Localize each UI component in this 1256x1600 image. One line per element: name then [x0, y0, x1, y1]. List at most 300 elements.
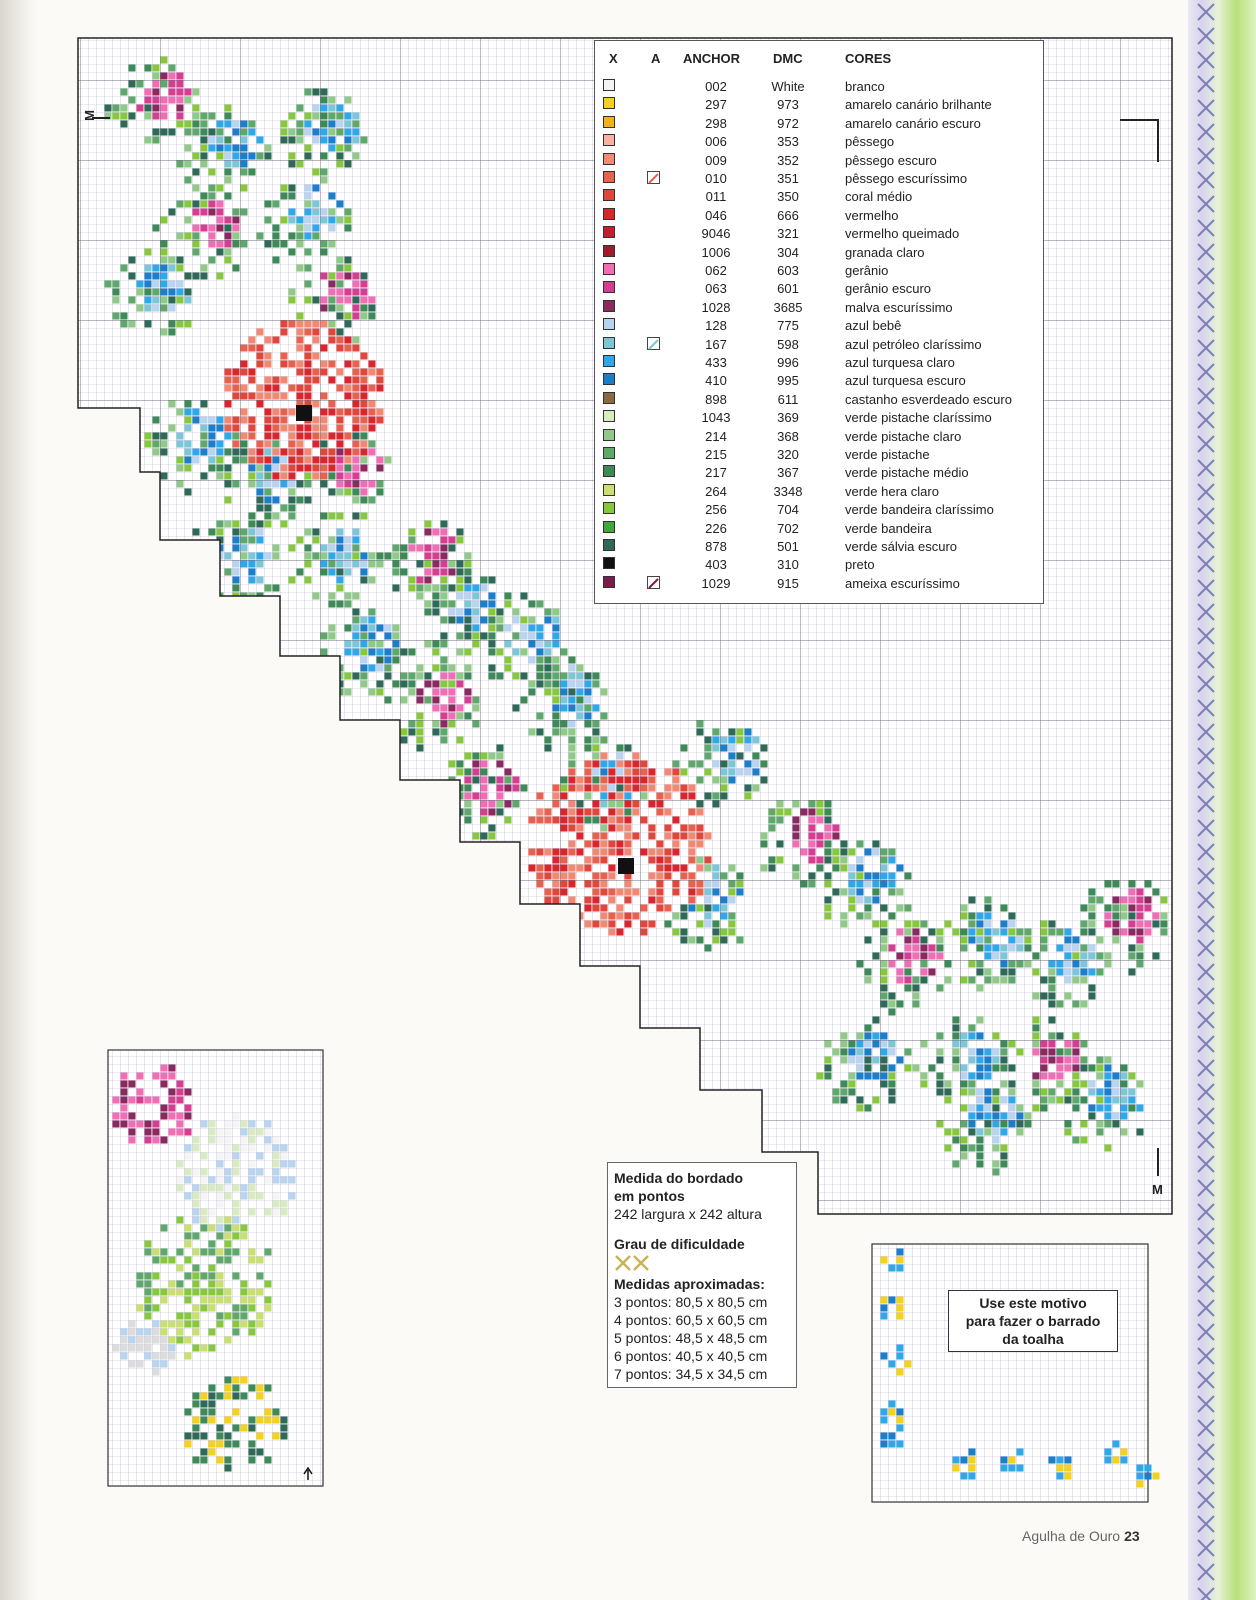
- legend-anchor: 256: [705, 502, 727, 518]
- stitch-cell: [681, 769, 688, 776]
- stitch-cell: [881, 857, 888, 864]
- stitch-cell: [577, 825, 584, 832]
- stitch-cell: [577, 713, 584, 720]
- stitch-cell: [665, 769, 672, 776]
- stitch-cell: [353, 489, 360, 496]
- stitch-cell: [225, 257, 232, 264]
- stitch-cell: [1017, 1049, 1024, 1056]
- stitch-cell: [833, 849, 840, 856]
- stitch-cell: [473, 641, 480, 648]
- stitch-cell: [313, 113, 320, 120]
- stitch-cell: [345, 449, 352, 456]
- stitch-cell: [217, 457, 224, 464]
- stitch-cell: [337, 113, 344, 120]
- legend-row: [595, 335, 1043, 353]
- stitch-cell: [193, 105, 200, 112]
- stitch-cell: [249, 569, 256, 576]
- stitch-cell: [185, 145, 192, 152]
- stitch-cell: [785, 809, 792, 816]
- stitch-cell: [905, 1361, 912, 1368]
- stitch-cell: [257, 1385, 264, 1392]
- stitch-cell: [497, 785, 504, 792]
- stitch-cell: [1097, 1129, 1104, 1136]
- stitch-cell: [977, 1137, 984, 1144]
- stitch-cell: [833, 1049, 840, 1056]
- stitch-cell: [1041, 1049, 1048, 1056]
- stitch-cell: [625, 745, 632, 752]
- stitch-cell: [225, 1169, 232, 1176]
- stitch-cell: [305, 185, 312, 192]
- stitch-cell: [193, 113, 200, 120]
- stitch-cell: [217, 1153, 224, 1160]
- stitch-cell: [1129, 953, 1136, 960]
- stitch-cell: [321, 457, 328, 464]
- stitch-cell: [241, 361, 248, 368]
- legend-name: verde sálvia escuro: [845, 539, 957, 554]
- stitch-cell: [1009, 929, 1016, 936]
- stitch-cell: [233, 417, 240, 424]
- stitch-cell: [185, 441, 192, 448]
- stitch-cell: [841, 1089, 848, 1096]
- stitch-cell: [161, 1137, 168, 1144]
- stitch-cell: [257, 473, 264, 480]
- stitch-cell: [945, 961, 952, 968]
- stitch-cell: [561, 785, 568, 792]
- stitch-cell: [825, 833, 832, 840]
- stitch-cell: [241, 1297, 248, 1304]
- stitch-cell: [217, 273, 224, 280]
- stitch-cell: [393, 561, 400, 568]
- stitch-cell: [161, 1353, 168, 1360]
- stitch-cell: [729, 761, 736, 768]
- stitch-cell: [441, 633, 448, 640]
- stitch-cell: [985, 969, 992, 976]
- stitch-cell: [265, 1305, 272, 1312]
- stitch-cell: [281, 353, 288, 360]
- stitch-cell: [409, 585, 416, 592]
- stitch-cell: [513, 633, 520, 640]
- stitch-cell: [689, 873, 696, 880]
- stitch-cell: [441, 793, 448, 800]
- stitch-cell: [273, 393, 280, 400]
- stitch-cell: [465, 617, 472, 624]
- stitch-cell: [689, 833, 696, 840]
- stitch-cell: [537, 873, 544, 880]
- stitch-cell: [385, 553, 392, 560]
- stitch-cell: [377, 417, 384, 424]
- stitch-cell: [353, 369, 360, 376]
- stitch-cell: [1065, 1049, 1072, 1056]
- stitch-cell: [1001, 1457, 1008, 1464]
- stitch-cell: [225, 401, 232, 408]
- stitch-cell: [881, 1041, 888, 1048]
- stitch-cell: [225, 241, 232, 248]
- stitch-cell: [817, 833, 824, 840]
- stitch-cell: [145, 265, 152, 272]
- color-swatch: [603, 465, 615, 477]
- stitch-cell: [881, 1057, 888, 1064]
- legend-dmc: 775: [777, 318, 799, 334]
- stitch-cell: [145, 1345, 152, 1352]
- stitch-cell: [505, 625, 512, 632]
- stitch-cell: [761, 833, 768, 840]
- stitch-cell: [209, 1273, 216, 1280]
- stitch-cell: [409, 681, 416, 688]
- stitch-cell: [241, 1393, 248, 1400]
- stitch-cell: [273, 497, 280, 504]
- stitch-cell: [257, 521, 264, 528]
- stitch-cell: [209, 1297, 216, 1304]
- stitch-cell: [289, 209, 296, 216]
- stitch-cell: [457, 737, 464, 744]
- stitch-cell: [353, 553, 360, 560]
- stitch-cell: [217, 121, 224, 128]
- stitch-cell: [649, 785, 656, 792]
- color-swatch: [603, 557, 615, 569]
- stitch-cell: [329, 321, 336, 328]
- stitch-cell: [1073, 1137, 1080, 1144]
- stitch-cell: [985, 977, 992, 984]
- stitch-cell: [1065, 1089, 1072, 1096]
- stitch-cell: [233, 1113, 240, 1120]
- stitch-cell: [105, 281, 112, 288]
- stitch-cell: [345, 473, 352, 480]
- stitch-cell: [177, 1265, 184, 1272]
- stitch-cell: [161, 217, 168, 224]
- stitch-cell: [225, 1377, 232, 1384]
- stitch-cell: [473, 833, 480, 840]
- stitch-cell: [609, 897, 616, 904]
- legend-row: [595, 371, 1043, 389]
- stitch-cell: [489, 617, 496, 624]
- color-swatch: [603, 153, 615, 165]
- stitch-cell: [593, 753, 600, 760]
- stitch-cell: [505, 657, 512, 664]
- col-header-a: A: [651, 51, 661, 66]
- stitch-cell: [457, 609, 464, 616]
- stitch-cell: [209, 457, 216, 464]
- legend-name: azul turquesa escuro: [845, 373, 966, 389]
- stitch-cell: [153, 1361, 160, 1368]
- stitch-cell: [889, 1401, 896, 1408]
- stitch-cell: [313, 441, 320, 448]
- stitch-cell: [209, 1289, 216, 1296]
- legend-name: azul petróleo claríssimo: [845, 336, 982, 352]
- motif-note-line: para fazer o barrado: [965, 1313, 1101, 1329]
- legend-dmc: 320: [777, 447, 799, 462]
- stitch-cell: [353, 361, 360, 368]
- stitch-cell: [177, 233, 184, 240]
- stitch-cell: [225, 217, 232, 224]
- stitch-cell: [417, 585, 424, 592]
- stitch-cell: [1009, 1105, 1016, 1112]
- stitch-cell: [1113, 1121, 1120, 1128]
- stitch-cell: [289, 289, 296, 296]
- stitch-cell: [937, 929, 944, 936]
- stitch-cell: [225, 137, 232, 144]
- stitch-cell: [377, 377, 384, 384]
- stitch-cell: [1105, 1449, 1112, 1456]
- stitch-cell: [993, 953, 1000, 960]
- stitch-cell: [289, 409, 296, 416]
- legend-name: verde pistache médio: [845, 465, 969, 481]
- stitch-cell: [201, 401, 208, 408]
- stitch-cell: [321, 425, 328, 432]
- stitch-cell: [593, 785, 600, 792]
- stitch-cell: [113, 1121, 120, 1128]
- stitch-cell: [209, 241, 216, 248]
- stitch-cell: [969, 897, 976, 904]
- stitch-cell: [153, 89, 160, 96]
- stitch-cell: [257, 1313, 264, 1320]
- stitch-cell: [905, 1049, 912, 1056]
- stitch-cell: [137, 1337, 144, 1344]
- stitch-cell: [361, 449, 368, 456]
- stitch-cell: [209, 1185, 216, 1192]
- stitch-cell: [329, 121, 336, 128]
- stitch-cell: [233, 441, 240, 448]
- legend-dmc: 915: [777, 575, 799, 591]
- stitch-cell: [161, 1065, 168, 1072]
- stitch-cell: [369, 449, 376, 456]
- stitch-cell: [409, 649, 416, 656]
- stitch-cell: [489, 577, 496, 584]
- legend-anchor: 1006: [701, 244, 731, 260]
- difficulty-title: Grau de dificuldade: [614, 1236, 745, 1252]
- stitch-cell: [377, 489, 384, 496]
- legend-dmc: 996: [777, 355, 799, 370]
- stitch-cell: [257, 137, 264, 144]
- stitch-cell: [185, 1297, 192, 1304]
- stitch-cell: [441, 673, 448, 680]
- stitch-cell: [433, 705, 440, 712]
- stitch-cell: [1105, 905, 1112, 912]
- stitch-cell: [241, 1137, 248, 1144]
- stitch-cell: [993, 1161, 1000, 1168]
- stitch-cell: [1121, 1457, 1128, 1464]
- stitch-cell: [905, 977, 912, 984]
- stitch-cell: [1137, 905, 1144, 912]
- stitch-cell: [1089, 985, 1096, 992]
- stitch-cell: [577, 849, 584, 856]
- stitch-cell: [537, 649, 544, 656]
- stitch-cell: [609, 849, 616, 856]
- stitch-cell: [593, 889, 600, 896]
- stitch-cell: [153, 449, 160, 456]
- stitch-cell: [337, 489, 344, 496]
- stitch-cell: [417, 745, 424, 752]
- stitch-cell: [129, 1345, 136, 1352]
- stitch-cell: [937, 953, 944, 960]
- stitch-cell: [1145, 905, 1152, 912]
- stitch-cell: [873, 881, 880, 888]
- stitch-cell: [889, 1065, 896, 1072]
- stitch-cell: [1137, 929, 1144, 936]
- stitch-cell: [465, 809, 472, 816]
- stitch-cell: [1033, 1081, 1040, 1088]
- stitch-cell: [129, 1129, 136, 1136]
- stitch-cell: [1017, 945, 1024, 952]
- stitch-cell: [137, 305, 144, 312]
- stitch-cell: [729, 921, 736, 928]
- stitch-cell: [241, 441, 248, 448]
- stitch-cell: [825, 817, 832, 824]
- stitch-cell: [225, 481, 232, 488]
- stitch-cell: [441, 729, 448, 736]
- stitch-cell: [233, 585, 240, 592]
- stitch-cell: [225, 1217, 232, 1224]
- stitch-cell: [1089, 897, 1096, 904]
- stitch-cell: [641, 817, 648, 824]
- stitch-cell: [361, 649, 368, 656]
- stitch-cell: [969, 1073, 976, 1080]
- stitch-cell: [257, 345, 264, 352]
- stitch-cell: [241, 1305, 248, 1312]
- stitch-cell: [385, 697, 392, 704]
- stitch-cell: [265, 497, 272, 504]
- stitch-cell: [233, 145, 240, 152]
- stitch-cell: [489, 809, 496, 816]
- stitch-cell: [505, 769, 512, 776]
- legend-dmc: 704: [777, 502, 799, 518]
- stitch-cell: [697, 937, 704, 944]
- stitch-cell: [297, 233, 304, 240]
- stitch-cell: [353, 633, 360, 640]
- stitch-cell: [353, 529, 360, 536]
- stitch-cell: [337, 369, 344, 376]
- stitch-cell: [1113, 905, 1120, 912]
- stitch-cell: [313, 401, 320, 408]
- stitch-cell: [545, 809, 552, 816]
- stitch-cell: [713, 801, 720, 808]
- stitch-cell: [193, 1281, 200, 1288]
- stitch-cell: [937, 1081, 944, 1088]
- stitch-cell: [329, 305, 336, 312]
- stitch-cell: [449, 705, 456, 712]
- stitch-cell: [825, 857, 832, 864]
- approx-row: 4 pontos: 60,5 x 60,5 cm: [614, 1312, 768, 1328]
- stitch-cell: [337, 561, 344, 568]
- stitch-cell: [985, 1065, 992, 1072]
- stitch-cell: [881, 1257, 888, 1264]
- stitch-cell: [241, 433, 248, 440]
- stitch-cell: [161, 105, 168, 112]
- stitch-cell: [465, 649, 472, 656]
- stitch-cell: [1129, 921, 1136, 928]
- stitch-cell: [441, 689, 448, 696]
- stitch-cell: [137, 1273, 144, 1280]
- stitch-cell: [1057, 1057, 1064, 1064]
- stitch-cell: [681, 833, 688, 840]
- legend-anchor: 214: [705, 428, 727, 444]
- stitch-cell: [849, 1073, 856, 1080]
- stitch-cell: [977, 1065, 984, 1072]
- stitch-cell: [681, 745, 688, 752]
- stitch-cell: [265, 417, 272, 424]
- stitch-cell: [1009, 937, 1016, 944]
- stitch-cell: [209, 1393, 216, 1400]
- legend-dmc: 501: [777, 539, 799, 554]
- stitch-cell: [313, 593, 320, 600]
- stitch-cell: [689, 761, 696, 768]
- stitch-cell: [145, 1137, 152, 1144]
- stitch-cell: [257, 1417, 264, 1424]
- stitch-cell: [137, 1361, 144, 1368]
- stitch-cell: [665, 793, 672, 800]
- stitch-cell: [313, 201, 320, 208]
- legend-row: [595, 132, 1043, 150]
- stitch-cell: [201, 1273, 208, 1280]
- stitch-cell: [897, 905, 904, 912]
- stitch-cell: [1017, 1465, 1024, 1472]
- stitch-cell: [353, 425, 360, 432]
- stitch-cell: [633, 785, 640, 792]
- legend-row: [595, 261, 1043, 279]
- stitch-cell: [345, 345, 352, 352]
- stitch-cell: [201, 417, 208, 424]
- stitch-cell: [849, 1089, 856, 1096]
- stitch-cell: [705, 897, 712, 904]
- stitch-cell: [953, 1025, 960, 1032]
- stitch-cell: [233, 121, 240, 128]
- stitch-cell: [249, 1425, 256, 1432]
- stitch-cell: [329, 457, 336, 464]
- stitch-cell: [513, 777, 520, 784]
- stitch-cell: [489, 625, 496, 632]
- stitch-cell: [441, 657, 448, 664]
- stitch-cell: [537, 881, 544, 888]
- stitch-cell: [337, 337, 344, 344]
- color-swatch: [603, 281, 615, 293]
- stitch-cell: [169, 65, 176, 72]
- stitch-cell: [337, 409, 344, 416]
- stitch-cell: [609, 929, 616, 936]
- stitch-cell: [353, 593, 360, 600]
- stitch-cell: [441, 561, 448, 568]
- stitch-cell: [297, 121, 304, 128]
- stitch-cell: [673, 865, 680, 872]
- stitch-cell: [817, 1073, 824, 1080]
- stitch-cell: [321, 449, 328, 456]
- stitch-cell: [281, 1209, 288, 1216]
- stitch-cell: [225, 153, 232, 160]
- stitch-cell: [1033, 993, 1040, 1000]
- stitch-cell: [169, 209, 176, 216]
- stitch-cell: [129, 1081, 136, 1088]
- stitch-cell: [889, 1297, 896, 1304]
- stitch-cell: [209, 529, 216, 536]
- stitch-cell: [689, 825, 696, 832]
- stitch-cell: [897, 1353, 904, 1360]
- stitch-cell: [889, 913, 896, 920]
- stitch-cell: [369, 441, 376, 448]
- stitch-cell: [185, 201, 192, 208]
- stitch-cell: [377, 465, 384, 472]
- stitch-cell: [265, 521, 272, 528]
- page-footer: [1022, 1528, 1140, 1544]
- stitch-cell: [201, 145, 208, 152]
- stitch-cell: [1073, 1081, 1080, 1088]
- approx-row: 3 pontos: 80,5 x 80,5 cm: [614, 1294, 768, 1310]
- stitch-cell: [201, 265, 208, 272]
- stitch-cell: [297, 161, 304, 168]
- stitch-cell: [1049, 1017, 1056, 1024]
- stitch-cell: [961, 1105, 968, 1112]
- stitch-cell: [1041, 993, 1048, 1000]
- stitch-cell: [1065, 929, 1072, 936]
- stitch-cell: [169, 1089, 176, 1096]
- stitch-cell: [377, 625, 384, 632]
